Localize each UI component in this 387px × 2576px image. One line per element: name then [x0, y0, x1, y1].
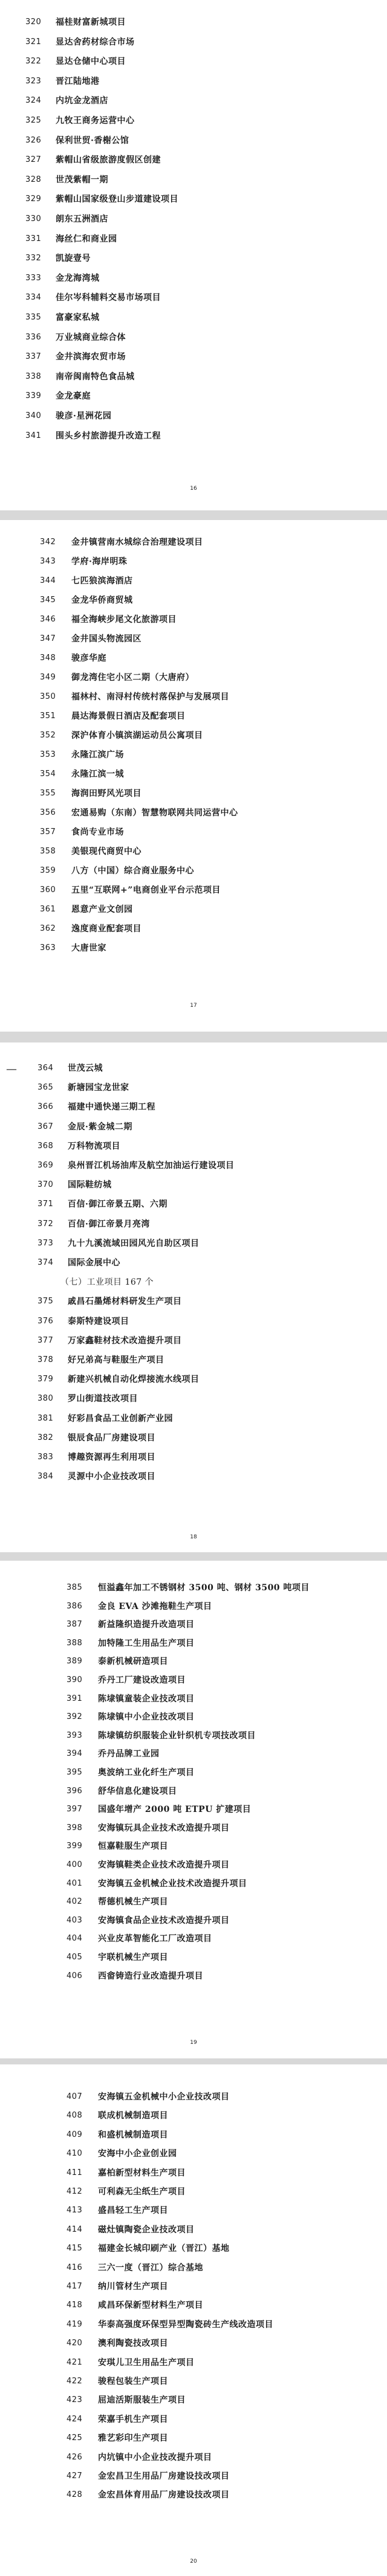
item-name: 金龙豪庭: [56, 391, 91, 402]
item-name: 安琪儿卫生用品生产项目: [98, 2357, 195, 2368]
item-name: 安海镇五金机械企业技术改造提升项目: [98, 1878, 247, 1889]
item-name: 安海中小企业创业园: [98, 2149, 177, 2159]
item-number: 379: [37, 1375, 54, 1384]
item-number: 341: [25, 431, 42, 440]
item-number: 325: [25, 116, 42, 125]
item-name: 兴业皮革智能化工厂改造项目: [98, 1934, 212, 1944]
item-name: 骏彦华庭: [71, 654, 106, 663]
item-name: 骏程包装生产项目: [98, 2377, 168, 2386]
item-name: 保利世贸·香榭公馆: [56, 135, 129, 146]
item-number: 410: [67, 2149, 83, 2159]
item-number: 353: [40, 750, 56, 759]
item-number: 411: [67, 2168, 83, 2177]
item-number: 423: [67, 2395, 83, 2405]
item-number: 425: [67, 2433, 83, 2443]
item-name: 南帝闽南特色食品城: [56, 371, 135, 382]
item-number: 333: [25, 273, 42, 283]
item-number: 345: [40, 596, 56, 605]
item-name: 九牧王商务运营中心: [56, 116, 135, 126]
item-number: 343: [40, 557, 56, 566]
item-name: 凯旋壹号: [56, 254, 91, 264]
item-name: 紫帽山省级旅游度假区创建: [56, 155, 161, 165]
item-number: 369: [37, 1161, 54, 1170]
item-name: 西畲铸造行业改造提升项目: [98, 1971, 203, 1981]
item-name: 好彩昌食品工业创新产业园: [68, 1413, 173, 1424]
item-number: 404: [67, 1934, 83, 1944]
item-name: 金宏昌体育用品厂房建设技改项目: [98, 2490, 230, 2501]
item-name: 福林村、南浔村传统村落保护与发展项目: [71, 692, 229, 702]
item-number: 323: [25, 76, 42, 86]
item-name: 逸度商业配套项目: [71, 924, 141, 934]
item-name: 荣嘉手机生产项目: [98, 2414, 168, 2424]
item-name: 大唐世家: [71, 943, 106, 953]
item-name: 学府·海岸明珠: [71, 557, 128, 567]
item-name: 安海镇五金机械中小企业技改项目: [98, 2092, 230, 2102]
item-number: 320: [25, 18, 42, 27]
item-name: 万家鑫鞋材技术改造提升项目: [68, 1335, 182, 1346]
item-name: 美银现代商贸中心: [71, 847, 141, 856]
item-number: 378: [37, 1355, 54, 1364]
item-name: 恒嘉鞋服生产项目: [98, 1842, 168, 1852]
item-number: 403: [67, 1915, 83, 1925]
item-name: 三六一度（晋江）综合基地: [98, 2263, 203, 2273]
item-name: 金良 EVA 沙滩拖鞋生产项目: [98, 1601, 212, 1611]
item-number: 352: [40, 731, 56, 740]
item-name: 八方（中国）综合商业服务中心: [71, 866, 194, 876]
item-number: 415: [67, 2244, 83, 2253]
item-number: 418: [67, 2301, 83, 2310]
item-name: 围头乡村旅游提升改造工程: [56, 431, 161, 441]
scan-mark-icon: —: [6, 1063, 17, 1076]
item-name: 泉州晋江机场油库及航空加油运行建设项目: [68, 1161, 235, 1171]
item-name: 新益隆织造提升改造项目: [98, 1620, 195, 1630]
page-number: 18: [190, 1534, 197, 1540]
item-number: 407: [67, 2092, 83, 2101]
item-number: 354: [40, 769, 56, 779]
item-number: 330: [25, 214, 42, 223]
item-number: 334: [25, 293, 42, 303]
page-number: 20: [190, 2558, 197, 2565]
item-number: 385: [67, 1583, 83, 1592]
item-name: 显达仓储中心项目: [56, 57, 126, 67]
item-number: 339: [25, 391, 42, 401]
item-name: 国际鞋纺城: [68, 1180, 112, 1190]
item-number: 380: [37, 1394, 54, 1404]
item-name: 晋江陆地港: [56, 76, 100, 86]
item-name: 海润田野风光项目: [71, 789, 141, 798]
item-number: 388: [67, 1638, 83, 1648]
item-name: 和盛机械制造项目: [98, 2130, 168, 2140]
item-name: 安海镇食品企业技术改造提升项目: [98, 1915, 230, 1926]
item-number: 421: [67, 2357, 83, 2367]
item-number: 399: [67, 1842, 83, 1851]
item-number: 342: [40, 538, 56, 547]
item-number: 327: [25, 155, 42, 165]
item-name: 万科物流项目: [68, 1141, 120, 1151]
item-name: 金龙华侨商贸城: [71, 596, 133, 605]
item-name: 银辰食品厂房建设项目: [68, 1433, 155, 1443]
item-name: 金宏昌卫生用品厂房建设技改项目: [98, 2472, 230, 2481]
item-number: 363: [40, 943, 56, 952]
item-name: 福建金长城印刷产业（晋江）基地: [98, 2244, 230, 2254]
item-number: 402: [67, 1897, 83, 1907]
item-name: 联成机械制造项目: [98, 2111, 168, 2121]
item-name: 泰新机械研造项目: [98, 1657, 168, 1667]
item-name: 朗东五洲酒店: [56, 214, 108, 224]
item-number: 366: [37, 1102, 54, 1112]
item-number: 383: [37, 1453, 54, 1462]
item-number: 328: [25, 175, 42, 184]
item-name: 屈迪活斯服装生产项目: [98, 2395, 186, 2406]
item-number: 335: [25, 313, 42, 322]
item-name: 博趣资源再生利用项目: [68, 1453, 155, 1462]
item-name: 御龙湾住宅小区二期（大唐府）: [71, 673, 194, 683]
item-number: 338: [25, 371, 42, 381]
item-number: 355: [40, 789, 56, 798]
item-name: 金井滨海农贸市场: [56, 352, 126, 362]
item-name: 安海镇鞋类企业技术改造提升项目: [98, 1860, 230, 1870]
item-number: 356: [40, 808, 56, 817]
item-number: 394: [67, 1749, 83, 1759]
item-number: 408: [67, 2111, 83, 2121]
item-name: 雅艺彩印生产项目: [98, 2433, 168, 2444]
item-name: 舒华信息化建设项目: [98, 1786, 177, 1796]
item-name: 帮德机械生产项目: [98, 1897, 168, 1907]
item-number: 364: [37, 1064, 54, 1073]
item-name: 安海镇玩具企业技术改造提升项目: [98, 1823, 230, 1833]
document-page: [0, 520, 387, 1032]
item-number: 362: [40, 924, 56, 933]
item-name: 金龙海湾城: [56, 273, 100, 283]
item-name: 新塘园宝龙世家: [68, 1083, 129, 1093]
item-name: 灵源中小企业技改项目: [68, 1472, 155, 1482]
item-number: 374: [37, 1258, 54, 1267]
item-number: 405: [67, 1953, 83, 1962]
item-name: 万业城商业综合体: [56, 332, 126, 342]
item-number: 376: [37, 1316, 54, 1326]
item-number: 401: [67, 1878, 83, 1888]
item-number: 427: [67, 2472, 83, 2481]
item-name: 乔丹品牌工业园: [98, 1749, 160, 1759]
item-number: 387: [67, 1620, 83, 1630]
item-number: 386: [67, 1601, 83, 1611]
item-number: 384: [37, 1472, 54, 1482]
document-page: [0, 0, 387, 510]
item-number: 350: [40, 692, 56, 701]
item-name: 磁灶镇陶瓷企业技改项目: [98, 2224, 195, 2235]
item-name: 咸昌环保新型材料生产项目: [98, 2301, 203, 2311]
item-number: 419: [67, 2319, 83, 2329]
item-number: 322: [25, 57, 42, 66]
item-name: 福建中通快递三期工程: [68, 1102, 155, 1113]
item-name: 内坑金龙酒店: [56, 96, 108, 106]
item-number: 400: [67, 1860, 83, 1869]
item-number: 377: [37, 1335, 54, 1345]
item-name: 澳利陶瓷技改项目: [98, 2339, 168, 2349]
item-number: 395: [67, 1768, 83, 1777]
item-number: 391: [67, 1694, 83, 1703]
document-page: [0, 1561, 387, 2058]
item-name: 金井镇营南水城综合治理建设项目: [71, 538, 203, 547]
item-number: 381: [37, 1413, 54, 1423]
item-name: 加特隆工生用品生产项目: [98, 1638, 195, 1648]
item-name: 紫帽山国家级登山步道建设项目: [56, 194, 178, 205]
item-number: 409: [67, 2130, 83, 2139]
item-name: 九十九溪流域田园风光自助区项目: [68, 1238, 200, 1248]
item-number: 324: [25, 96, 42, 106]
item-number: 406: [67, 1971, 83, 1980]
item-number: 416: [67, 2263, 83, 2272]
item-number: 392: [67, 1712, 83, 1722]
item-number: 332: [25, 254, 42, 263]
item-name: 显达舍药材综合市场: [56, 37, 135, 47]
item-number: 390: [67, 1675, 83, 1685]
item-name: 可利森无尘纸生产项目: [98, 2187, 186, 2197]
item-number: 346: [40, 615, 56, 624]
page-number: 19: [190, 2040, 197, 2046]
item-name: 乔丹工厂建设改造项目: [98, 1675, 186, 1685]
item-number: 367: [37, 1122, 54, 1131]
item-name: 永隆江滨广场: [71, 750, 124, 760]
item-number: 340: [25, 411, 42, 420]
item-name: 陈埭镇童装企业技改项目: [98, 1694, 195, 1704]
item-name: 泰斯特建设项目: [68, 1316, 129, 1326]
item-name: 百信·御江帝景五期、六期: [68, 1200, 167, 1210]
item-number: 417: [67, 2282, 83, 2291]
item-number: 365: [37, 1083, 54, 1093]
item-number: 372: [37, 1219, 54, 1229]
item-number: 329: [25, 194, 42, 204]
section-heading-text: （七）工业项目 167 个: [60, 1277, 154, 1288]
item-name: 恒溢鑫年加工不锈钢材 3500 吨、钢材 3500 吨项目: [98, 1583, 310, 1593]
item-number: 370: [37, 1180, 54, 1190]
item-name: 七匹狼滨海酒店: [71, 576, 133, 586]
item-name: 金辰·紫金城二期: [68, 1122, 132, 1132]
item-name: 富豪家私城: [56, 313, 100, 323]
item-number: 393: [67, 1730, 83, 1740]
item-number: 428: [67, 2490, 83, 2500]
item-number: 349: [40, 673, 56, 682]
item-number: 337: [25, 352, 42, 362]
item-name: 食尚专业市场: [71, 827, 124, 837]
item-number: 373: [37, 1238, 54, 1248]
item-name: 福桂财富新城项目: [56, 18, 126, 27]
item-name: 好兄弟高与鞋服生产项目: [68, 1355, 164, 1365]
item-name: 永隆江滨一城: [71, 769, 124, 779]
item-number: 331: [25, 234, 42, 243]
page-number: 16: [190, 486, 197, 492]
item-number: 358: [40, 847, 56, 856]
item-name: 戚昌石墨烯材料研发生产项目: [68, 1297, 182, 1307]
item-name: 纳川管材生产项目: [98, 2282, 168, 2292]
item-name: 新建兴机械自动化焊接流水线项目: [68, 1375, 200, 1385]
item-name: 深沪体育小镇滨湖运动员公寓项目: [71, 731, 203, 740]
document-page: [0, 1042, 387, 1552]
item-name: 宏通易购（东南）智慧物联网共同运营中心: [71, 808, 238, 818]
item-number: 375: [37, 1297, 54, 1306]
item-number: 359: [40, 866, 56, 875]
item-number: 426: [67, 2452, 83, 2462]
item-name: 陈埭镇中小企业技改项目: [98, 1712, 195, 1723]
item-name: 百信·御江帝景月亮湾: [68, 1219, 150, 1229]
item-name: 福全海峡步尾文化旅游项目: [71, 615, 177, 625]
item-number: 344: [40, 576, 56, 585]
item-name: 骏彦·星洲花园: [56, 411, 112, 421]
item-number: 413: [67, 2206, 83, 2215]
item-number: 336: [25, 332, 42, 342]
item-name: 世茂紫帽一期: [56, 175, 108, 185]
item-number: 389: [67, 1657, 83, 1666]
item-number: 398: [67, 1823, 83, 1832]
page-number: 17: [190, 1003, 197, 1009]
item-name: 陈埭镇纺织服装企业针织机专项技改项目: [98, 1730, 256, 1741]
item-number: 420: [67, 2339, 83, 2348]
item-name: 国盛年增产 2000 吨 ETPU 扩建项目: [98, 1805, 252, 1815]
item-name: 佳尔岑科辅料交易市场项目: [56, 293, 161, 303]
item-name: 罗山街道技改项目: [68, 1394, 138, 1404]
item-number: 368: [37, 1141, 54, 1151]
item-name: 国际金展中心: [68, 1258, 120, 1268]
item-number: 360: [40, 885, 56, 895]
item-name: 盛昌轻工生产项目: [98, 2206, 168, 2216]
item-name: 海丝仁和商业园: [56, 234, 117, 244]
item-number: 326: [25, 135, 42, 145]
item-number: 397: [67, 1805, 83, 1814]
item-number: 371: [37, 1200, 54, 1209]
item-name: 华泰高强度环保型异型陶瓷砖生产线改造项目: [98, 2319, 273, 2330]
item-number: 321: [25, 37, 42, 47]
item-number: 357: [40, 827, 56, 837]
item-name: 奥波纳工业化纤生产项目: [98, 1768, 195, 1778]
document-page: [0, 2064, 387, 2576]
item-name: 内坑镇中小企业技改提升项目: [98, 2452, 212, 2462]
item-number: 348: [40, 654, 56, 663]
item-number: 351: [40, 711, 56, 721]
item-name: 世茂云城: [68, 1064, 103, 1073]
item-number: 422: [67, 2377, 83, 2386]
item-number: 396: [67, 1786, 83, 1796]
item-name: 金井国头物流园区: [71, 634, 141, 644]
item-number: 424: [67, 2414, 83, 2424]
item-name: 五里“互联网+”电商创业平台示范项目: [71, 885, 221, 895]
item-name: 嘉柏新型材料生产项目: [98, 2168, 186, 2178]
item-number: 347: [40, 634, 56, 643]
item-number: 412: [67, 2187, 83, 2196]
item-number: 414: [67, 2224, 83, 2234]
item-name: 宇联机械生产项目: [98, 1953, 168, 1962]
item-number: 361: [40, 905, 56, 914]
item-name: 晨达海景假日酒店及配套项目: [71, 711, 186, 721]
item-number: 382: [37, 1433, 54, 1442]
item-name: 恩意产业文创园: [71, 905, 133, 914]
